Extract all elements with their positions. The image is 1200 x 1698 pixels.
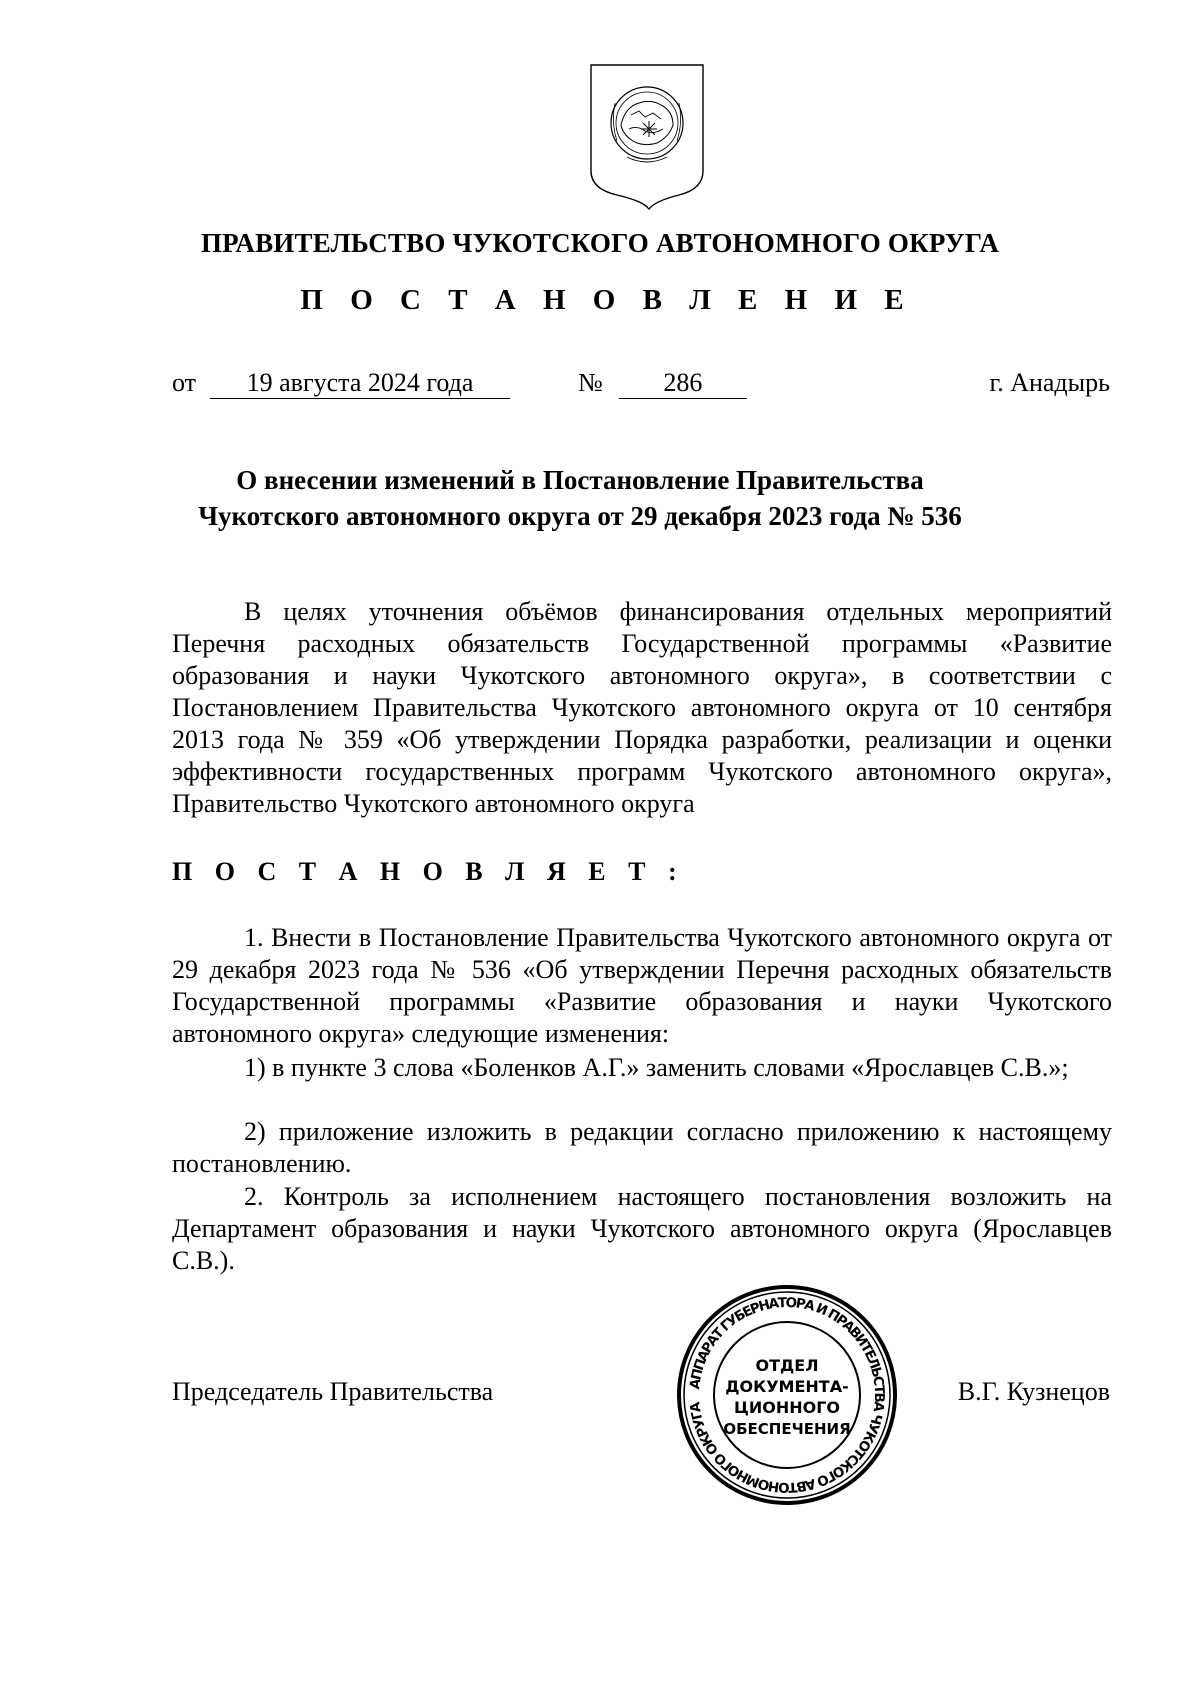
item-2-paragraph	[172, 1181, 1112, 1277]
decree-heading: П О С Т А Н О В Л Я Е Т :	[172, 857, 685, 886]
preamble-text: В целях уточнения объёмов финансирования отдельных мероприятий Перечня расходных обязательств Государственной программы «Развитие образования и науки Чукотского автономного округа», в соответствии с Постановлением Правительства Чукотского автономного округа от 10 сентября 2013 года № 359 «Об утверждении Порядка разработки, реализации и оценки эффективности государственных программ Чукотского автономного округа», Правительство Чукотского автономного округа	[172, 597, 1112, 818]
signatory-name: В.Г. Кузнецов	[957, 1377, 1110, 1406]
item-1-paragraph	[172, 922, 1112, 1050]
coat-of-arms-icon	[587, 63, 707, 211]
stamp-center-line-2: ДОКУМЕНТА-	[725, 1377, 849, 1396]
organization-title: ПРАВИТЕЛЬСТВО ЧУКОТСКОГО АВТОНОМНОГО ОКРУГА	[200, 228, 1000, 258]
document-date: 19 августа 2024 года	[210, 368, 510, 399]
stamp-center-line-4: ОБЕСПЕЧЕНИЯ	[723, 1420, 851, 1438]
date-label: от	[172, 368, 197, 397]
item-1-text: 1. Внести в Постановление Правительства Чукотского автономного округа от 29 декабря 2023 года № 536 «Об утверждении Перечня расходных обязательств Государственной программы «Развитие образования и науки Чукотского автономного округа» следующие изменения:	[172, 923, 1112, 1048]
item-1-1-paragraph	[172, 1052, 1112, 1084]
subject-line-2: Чукотского автономного округа от 29 декабря 2023 года № 536	[198, 501, 962, 531]
item-2-text: 2. Контроль за исполнением настоящего постановления возложить на Департамент образования и науки Чукотского автономного округа (Ярославцев С.В.).	[172, 1182, 1112, 1275]
document-type-title: П О С Т А Н О В Л Е Н И Е	[300, 284, 914, 316]
stamp-ring-text: АППАРАТ ГУБЕРНАТОРА И ПРАВИТЕЛЬСТВА ЧУКОТСКОГО АВТОНОМНОГО ОКРУГА	[687, 1294, 888, 1496]
item-1-1-text: 1) в пункте 3 слова «Боленков А.Г.» заменить словами «Ярославцев С.В.»;	[244, 1053, 1069, 1082]
official-stamp	[675, 1283, 899, 1507]
number-label: №	[578, 368, 603, 397]
document-subject	[120, 462, 1040, 534]
subject-line-1: О внесении изменений в Постановление Правительства	[236, 465, 924, 495]
item-1-2-text: 2) приложение изложить в редакции согласно приложению к настоящему постановлению.	[172, 1117, 1112, 1178]
document-number: 286	[619, 368, 747, 399]
stamp-center-line-1: ОТДЕЛ	[755, 1356, 819, 1375]
document-date-row	[172, 368, 510, 399]
signatory-role: Председатель Правительства	[172, 1377, 494, 1406]
item-1-2-paragraph	[172, 1116, 1112, 1180]
document-number-row	[578, 368, 747, 399]
preamble-paragraph	[172, 596, 1112, 820]
stamp-center-line-3: ЦИОННОГО	[733, 1398, 841, 1417]
document-city: г. Анадырь	[989, 368, 1110, 397]
